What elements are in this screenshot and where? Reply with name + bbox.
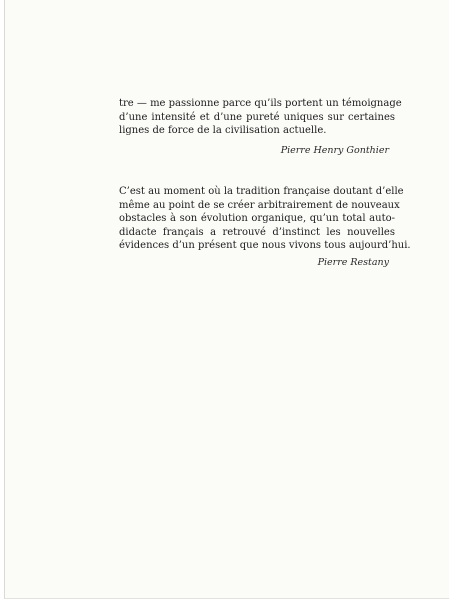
quote-gonthier-text <box>119 97 402 138</box>
text-line: C’est au moment où la tradition française doutant d’elle <box>119 186 404 197</box>
text-line: évidences d’un présent que nous vivons tous aujourd’hui. <box>119 240 411 251</box>
text-line: lignes de force de la civilisation actuelle. <box>119 125 327 136</box>
text-line: tre — me passionne parce qu’ils portent un témoignage <box>119 98 402 109</box>
text-line: didacte français a retrouvé d’instinct les nouvelles <box>119 226 395 238</box>
text-line: d’une intensité et d’une pureté uniques sur certaines <box>119 111 395 123</box>
author-signature-restany: Pierre Restany <box>317 257 389 268</box>
text-line: obstacles à son évolution organique, qu’un total auto- <box>119 213 395 224</box>
text-line: même au point de se créer arbitrairement de nouveaux <box>119 199 400 211</box>
author-signature-gonthier: Pierre Henry Gonthier <box>280 145 389 156</box>
quote-restany-text <box>119 185 411 253</box>
document-page <box>4 0 449 599</box>
